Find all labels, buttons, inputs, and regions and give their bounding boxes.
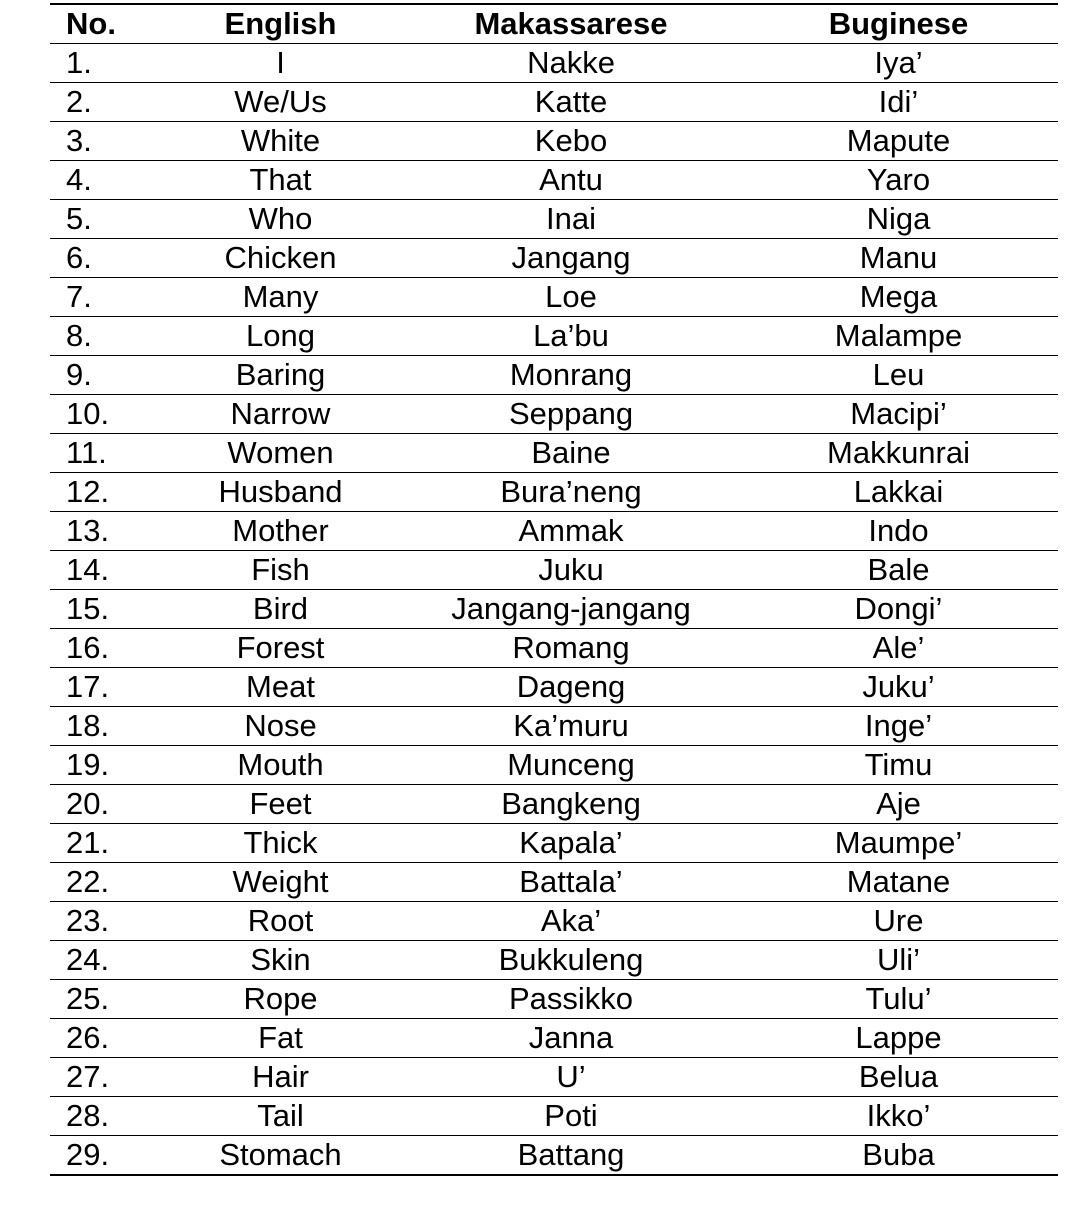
cell-no: 22. xyxy=(50,863,158,902)
cell-no: 19. xyxy=(50,746,158,785)
cell-no: 11. xyxy=(50,434,158,473)
cell-no: 21. xyxy=(50,824,158,863)
table-row xyxy=(50,1136,1058,1176)
cell-buginese: Lappe xyxy=(739,1019,1058,1058)
cell-no: 6. xyxy=(50,239,158,278)
cell-english: Fat xyxy=(158,1019,403,1058)
cell-buginese: Juku’ xyxy=(739,668,1058,707)
table-row xyxy=(50,668,1058,707)
cell-makassarese: Ammak xyxy=(403,512,739,551)
cell-english: Bird xyxy=(158,590,403,629)
cell-buginese: Inge’ xyxy=(739,707,1058,746)
header-row xyxy=(50,5,1058,44)
cell-no: 1. xyxy=(50,44,158,83)
cell-makassarese: Janna xyxy=(403,1019,739,1058)
cell-no: 23. xyxy=(50,902,158,941)
cell-buginese: Ikko’ xyxy=(739,1097,1058,1136)
cell-makassarese: Romang xyxy=(403,629,739,668)
cell-no: 14. xyxy=(50,551,158,590)
table-row xyxy=(50,395,1058,434)
cell-no: 4. xyxy=(50,161,158,200)
cell-makassarese: Munceng xyxy=(403,746,739,785)
cell-no: 25. xyxy=(50,980,158,1019)
table-row xyxy=(50,1097,1058,1136)
table-row xyxy=(50,785,1058,824)
cell-makassarese: Inai xyxy=(403,200,739,239)
cell-makassarese: Baine xyxy=(403,434,739,473)
cell-english: Skin xyxy=(158,941,403,980)
table-row xyxy=(50,629,1058,668)
table-row xyxy=(50,473,1058,512)
cell-english: Rope xyxy=(158,980,403,1019)
cell-buginese: Maumpe’ xyxy=(739,824,1058,863)
cell-english: Fish xyxy=(158,551,403,590)
cell-no: 17. xyxy=(50,668,158,707)
cell-english: Hair xyxy=(158,1058,403,1097)
cell-buginese: Matane xyxy=(739,863,1058,902)
header-buginese: Buginese xyxy=(739,5,1058,44)
cell-buginese: Mega xyxy=(739,278,1058,317)
table-header xyxy=(50,5,1058,44)
table-row xyxy=(50,434,1058,473)
table-body xyxy=(50,44,1058,1176)
cell-english: That xyxy=(158,161,403,200)
table-row xyxy=(50,1058,1058,1097)
cell-english: Thick xyxy=(158,824,403,863)
cell-makassarese: Bura’neng xyxy=(403,473,739,512)
cell-makassarese: Battala’ xyxy=(403,863,739,902)
cell-no: 28. xyxy=(50,1097,158,1136)
cell-buginese: Bale xyxy=(739,551,1058,590)
cell-makassarese: Antu xyxy=(403,161,739,200)
cell-no: 7. xyxy=(50,278,158,317)
table-row xyxy=(50,707,1058,746)
cell-makassarese: Monrang xyxy=(403,356,739,395)
cell-no: 10. xyxy=(50,395,158,434)
cell-english: Mouth xyxy=(158,746,403,785)
cell-buginese: Idi’ xyxy=(739,83,1058,122)
table-row xyxy=(50,83,1058,122)
table-row xyxy=(50,980,1058,1019)
cell-makassarese: Jangang xyxy=(403,239,739,278)
cell-makassarese: Nakke xyxy=(403,44,739,83)
table-row xyxy=(50,44,1058,83)
cell-makassarese: Dageng xyxy=(403,668,739,707)
cell-no: 20. xyxy=(50,785,158,824)
cell-english: I xyxy=(158,44,403,83)
cell-english: Forest xyxy=(158,629,403,668)
table-row xyxy=(50,902,1058,941)
cell-buginese: Lakkai xyxy=(739,473,1058,512)
cell-buginese: Malampe xyxy=(739,317,1058,356)
cell-makassarese: U’ xyxy=(403,1058,739,1097)
cell-no: 8. xyxy=(50,317,158,356)
cell-english: Long xyxy=(158,317,403,356)
cell-english: Meat xyxy=(158,668,403,707)
cell-no: 12. xyxy=(50,473,158,512)
cell-buginese: Uli’ xyxy=(739,941,1058,980)
table-row xyxy=(50,590,1058,629)
header-makassarese: Makassarese xyxy=(403,5,739,44)
cell-buginese: Dongi’ xyxy=(739,590,1058,629)
cell-no: 2. xyxy=(50,83,158,122)
cell-english: We/Us xyxy=(158,83,403,122)
table-row xyxy=(50,278,1058,317)
cell-english: Tail xyxy=(158,1097,403,1136)
cell-makassarese: Katte xyxy=(403,83,739,122)
cell-buginese: Ure xyxy=(739,902,1058,941)
cell-makassarese: Jangang-jangang xyxy=(403,590,739,629)
cell-no: 18. xyxy=(50,707,158,746)
cell-english: Nose xyxy=(158,707,403,746)
cell-buginese: Tulu’ xyxy=(739,980,1058,1019)
cell-english: Husband xyxy=(158,473,403,512)
cell-buginese: Iya’ xyxy=(739,44,1058,83)
cell-english: Baring xyxy=(158,356,403,395)
cell-no: 9. xyxy=(50,356,158,395)
cell-english: Feet xyxy=(158,785,403,824)
cell-makassarese: Bukkuleng xyxy=(403,941,739,980)
cell-makassarese: Battang xyxy=(403,1136,739,1176)
cell-makassarese: Poti xyxy=(403,1097,739,1136)
cell-english: Stomach xyxy=(158,1136,403,1176)
table-row xyxy=(50,317,1058,356)
cell-makassarese: La’bu xyxy=(403,317,739,356)
cell-makassarese: Juku xyxy=(403,551,739,590)
table-row xyxy=(50,941,1058,980)
cell-buginese: Yaro xyxy=(739,161,1058,200)
cell-buginese: Ale’ xyxy=(739,629,1058,668)
cell-buginese: Manu xyxy=(739,239,1058,278)
header-no: No. xyxy=(50,5,158,44)
cell-buginese: Buba xyxy=(739,1136,1058,1176)
cell-buginese: Belua xyxy=(739,1058,1058,1097)
header-english: English xyxy=(158,5,403,44)
table-row xyxy=(50,200,1058,239)
cell-english: White xyxy=(158,122,403,161)
cell-no: 3. xyxy=(50,122,158,161)
cell-makassarese: Seppang xyxy=(403,395,739,434)
cell-no: 26. xyxy=(50,1019,158,1058)
table-row xyxy=(50,161,1058,200)
cell-makassarese: Aka’ xyxy=(403,902,739,941)
cell-buginese: Niga xyxy=(739,200,1058,239)
cell-buginese: Indo xyxy=(739,512,1058,551)
cell-no: 13. xyxy=(50,512,158,551)
cell-buginese: Aje xyxy=(739,785,1058,824)
table-row xyxy=(50,746,1058,785)
cell-no: 27. xyxy=(50,1058,158,1097)
cell-buginese: Leu xyxy=(739,356,1058,395)
cell-english: Mother xyxy=(158,512,403,551)
table-row xyxy=(50,551,1058,590)
cell-makassarese: Ka’muru xyxy=(403,707,739,746)
cell-no: 5. xyxy=(50,200,158,239)
cell-no: 29. xyxy=(50,1136,158,1176)
cell-buginese: Makkunrai xyxy=(739,434,1058,473)
cell-english: Who xyxy=(158,200,403,239)
cell-makassarese: Kebo xyxy=(403,122,739,161)
cell-makassarese: Kapala’ xyxy=(403,824,739,863)
table-row xyxy=(50,824,1058,863)
cell-english: Women xyxy=(158,434,403,473)
cell-makassarese: Passikko xyxy=(403,980,739,1019)
cell-makassarese: Bangkeng xyxy=(403,785,739,824)
cell-no: 16. xyxy=(50,629,158,668)
table-row xyxy=(50,122,1058,161)
cell-english: Many xyxy=(158,278,403,317)
cell-buginese: Macipi’ xyxy=(739,395,1058,434)
cell-english: Root xyxy=(158,902,403,941)
vocabulary-table xyxy=(50,5,1058,1176)
table-row xyxy=(50,512,1058,551)
table-row xyxy=(50,356,1058,395)
cell-no: 24. xyxy=(50,941,158,980)
cell-english: Weight xyxy=(158,863,403,902)
cell-buginese: Mapute xyxy=(739,122,1058,161)
cell-no: 15. xyxy=(50,590,158,629)
cell-english: Narrow xyxy=(158,395,403,434)
cell-buginese: Timu xyxy=(739,746,1058,785)
table-row xyxy=(50,863,1058,902)
cell-makassarese: Loe xyxy=(403,278,739,317)
table-row xyxy=(50,239,1058,278)
table-row xyxy=(50,1019,1058,1058)
cell-english: Chicken xyxy=(158,239,403,278)
